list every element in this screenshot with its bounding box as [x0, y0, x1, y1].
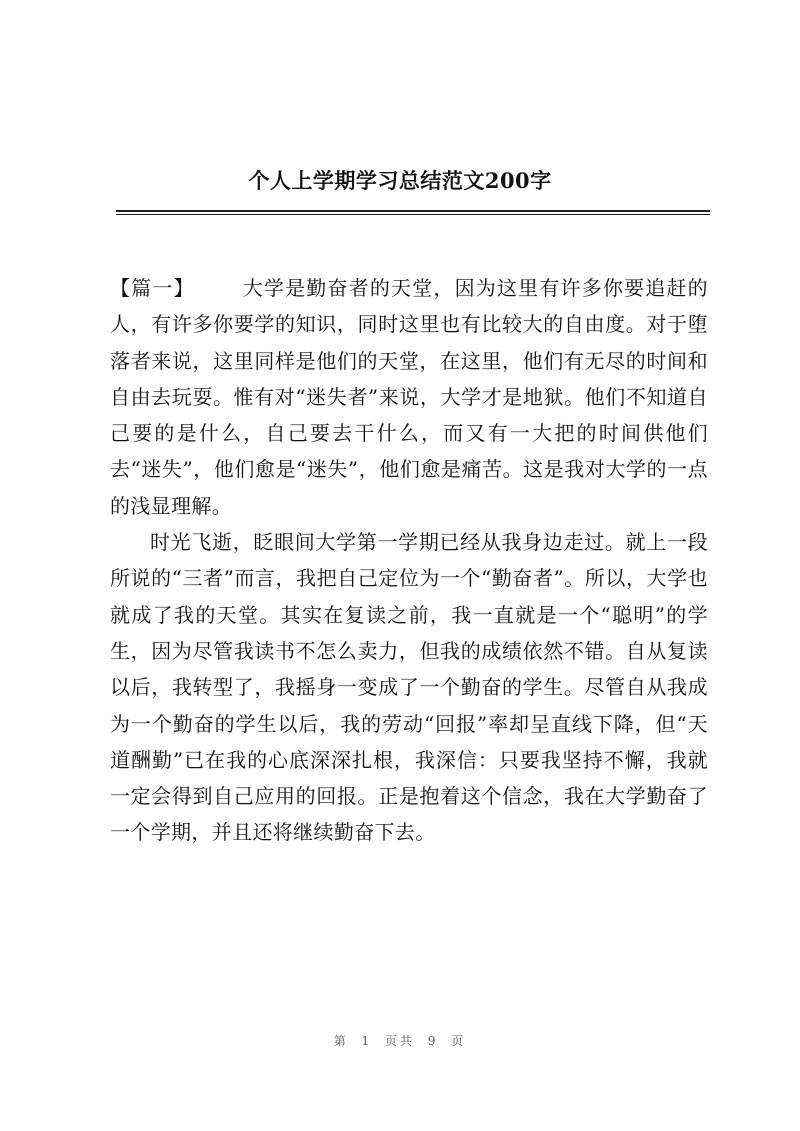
paragraph-1	[110, 270, 708, 524]
page-title: 个人上学期学习总结范文200字	[248, 168, 552, 193]
title-divider	[116, 210, 710, 215]
page-footer: 第 1 页共 9 页	[333, 1034, 467, 1048]
paragraph-1-text: 大学是勤奋者的天堂，因为这里有许多你要追赶的人，有许多你要学的知识，同时这里也有比较大的自由度。对于堕落者来说，这里同样是他们的天堂，在这里，他们有无尽的时间和自由去玩耍。惟有对“迷失者”来说，大学才是地狱。他们不知道自己要的是什么，自己要去干什么，而又有一大把的时间供他们去“迷失”，他们愈是“迷失”，他们愈是痛苦。这是我对大学的一点的浅显理解。	[110, 276, 708, 518]
section-label: 【篇一】	[110, 276, 195, 300]
document-body	[110, 270, 708, 851]
paragraph-2: 时光飞逝，眨眼间大学第一学期已经从我身边走过。就上一段所说的“三者”而言，我把自己定位为一个“勤奋者”。所以，大学也就成了我的天堂。其实在复读之前，我一直就是一个“聪明”的学生，因为尽管我读书不怎么卖力，但我的成绩依然不错。自从复读以后，我转型了，我摇身一变成了一个勤奋的学生。尽管自从我成为一个勤奋的学生以后，我的劳动“回报”率却呈直线下降，但“天道酬勤”已在我的心底深深扎根，我深信：只要我坚持不懈，我就一定会得到自己应用的回报。正是抱着这个信念，我在大学勤奋了一个学期，并且还将继续勤奋下去。	[110, 530, 708, 845]
